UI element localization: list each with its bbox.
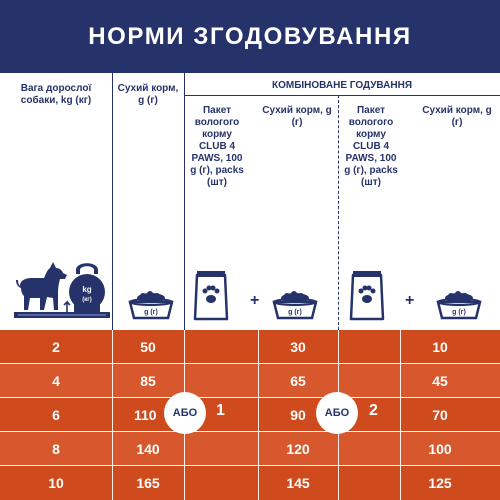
header-wet-pack-1: Пакет вологого корму CLUB 4 PAWS, 100 g (г), packs (шт) bbox=[190, 105, 244, 188]
row-separator bbox=[0, 465, 184, 466]
cell-weight: 8 bbox=[52, 440, 60, 457]
kettlebell-label-kg-ua: (кг) bbox=[82, 297, 92, 303]
column-separator bbox=[400, 330, 401, 500]
cell-weight: 10 bbox=[48, 474, 64, 491]
wet-food-pack-icon bbox=[193, 269, 229, 323]
row-separator bbox=[400, 431, 500, 432]
cell-combo2-dry: 100 bbox=[428, 440, 452, 457]
table-row bbox=[0, 364, 500, 397]
row-separator bbox=[0, 397, 184, 398]
page-title: НОРМИ ЗГОДОВУВАННЯ bbox=[88, 22, 412, 50]
cell-combo1-dry: 30 bbox=[290, 338, 306, 355]
column-separator bbox=[112, 330, 113, 500]
combo-number-2: 2 bbox=[369, 402, 378, 419]
combined-underline bbox=[184, 95, 500, 96]
bowl-icon-dry bbox=[128, 290, 174, 322]
feeding-table-body bbox=[0, 330, 500, 500]
dog-on-scale-icon bbox=[14, 256, 110, 322]
plus-sign: + bbox=[250, 292, 260, 309]
cell-dry: 165 bbox=[136, 474, 160, 491]
row-separator bbox=[258, 465, 338, 466]
cell-dry: 110 bbox=[134, 406, 157, 423]
svg-text:g (г): g (г) bbox=[144, 309, 158, 316]
header-weight: Вага дорослої собаки, kg (кг) bbox=[20, 83, 92, 106]
combo-number-1: 1 bbox=[216, 402, 225, 419]
header-combined-feeding: КОМБІНОВАНЕ ГОДУВАННЯ bbox=[271, 80, 413, 91]
header-divider bbox=[112, 73, 113, 330]
table-row bbox=[0, 398, 500, 431]
cell-combo2-dry: 125 bbox=[428, 474, 452, 491]
row-separator bbox=[400, 465, 500, 466]
header-wet-pack-2: Пакет вологого корму CLUB 4 PAWS, 100 g (г), packs (шт) bbox=[344, 105, 398, 188]
table-row bbox=[0, 330, 500, 363]
cell-dry: 140 bbox=[136, 440, 160, 457]
plus-sign: + bbox=[405, 292, 415, 309]
wet-food-pack-icon bbox=[349, 269, 385, 323]
table-row bbox=[0, 432, 500, 465]
header-dry-food-combo-1: Сухий корм, g (г) bbox=[262, 105, 332, 128]
svg-text:g (г): g (г) bbox=[288, 309, 302, 316]
cell-combo2-dry: 45 bbox=[432, 372, 448, 389]
bowl-icon-combo-2 bbox=[436, 290, 482, 322]
row-separator bbox=[0, 363, 184, 364]
row-separator bbox=[258, 363, 338, 364]
header-dry-food-combo-2: Сухий корм, g (г) bbox=[422, 105, 492, 128]
cell-combo1-dry: 145 bbox=[286, 474, 310, 491]
cell-combo1-dry: 65 bbox=[290, 372, 306, 389]
title-banner bbox=[0, 0, 500, 73]
table-row bbox=[0, 466, 500, 500]
cell-combo2-dry: 70 bbox=[432, 406, 448, 423]
cell-dry: 85 bbox=[140, 372, 156, 389]
row-separator bbox=[0, 431, 184, 432]
header-divider-dashed bbox=[338, 95, 339, 330]
cell-dry: 50 bbox=[140, 338, 156, 355]
column-separator bbox=[258, 330, 259, 500]
header-dry-food: Сухий корм, g (г) bbox=[117, 83, 179, 106]
or-badge-1: АБО bbox=[164, 392, 206, 434]
bowl-icon-combo-1 bbox=[272, 290, 318, 322]
kettlebell-label-kg: kg bbox=[82, 285, 92, 294]
row-separator bbox=[400, 363, 500, 364]
cell-combo1-dry: 90 bbox=[290, 406, 306, 423]
svg-text:g (г): g (г) bbox=[452, 309, 466, 316]
table-header bbox=[0, 73, 500, 330]
cell-combo2-dry: 10 bbox=[432, 338, 448, 355]
cell-weight: 2 bbox=[52, 338, 60, 355]
cell-weight: 6 bbox=[52, 406, 60, 423]
cell-weight: 4 bbox=[52, 372, 60, 389]
header-divider bbox=[184, 73, 185, 330]
or-badge-2: АБО bbox=[316, 392, 358, 434]
cell-combo1-dry: 120 bbox=[286, 440, 310, 457]
row-separator bbox=[400, 397, 500, 398]
